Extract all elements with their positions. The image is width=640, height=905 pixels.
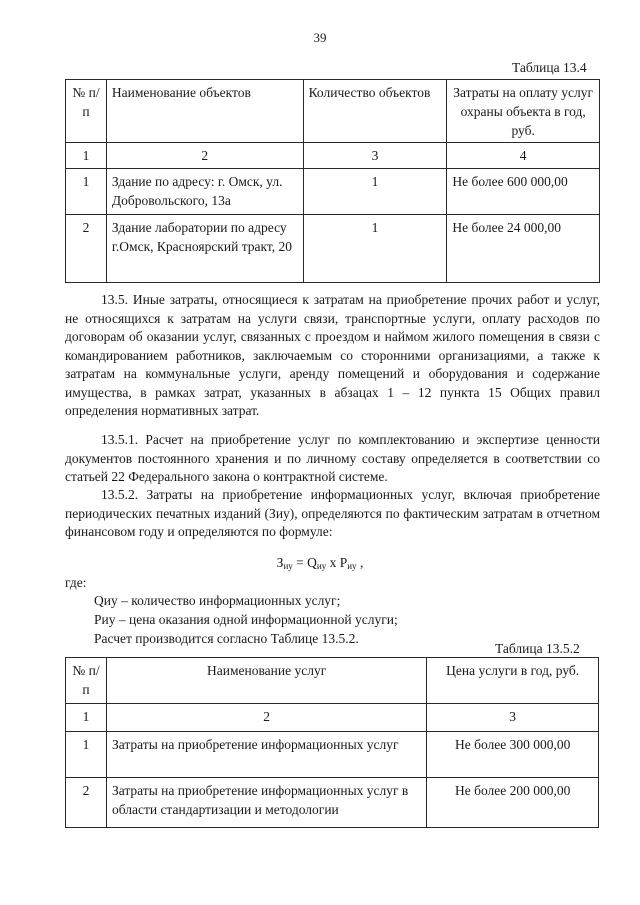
header-cell: № п/п — [66, 80, 107, 143]
object-name: Здание по адресу: г. Омск, ул. Добровольского, 13а — [106, 169, 303, 215]
table-row — [66, 215, 600, 283]
calculation-note: Расчет производится согласно Таблице 13.5.2. — [94, 631, 359, 646]
index-row — [66, 143, 600, 169]
table-13-5-2-caption: Таблица 13.5.2 — [495, 641, 580, 656]
where-label: где: — [65, 575, 87, 590]
row-number: 2 — [66, 215, 107, 283]
table-13-5-2 — [65, 657, 599, 828]
service-price: Не более 200 000,00 — [427, 778, 599, 828]
index-row — [66, 704, 599, 732]
index-cell: 3 — [303, 143, 447, 169]
service-price: Не более 300 000,00 — [427, 732, 599, 778]
service-name: Затраты на приобретение информационных услуг в области стандартизации и методологии — [106, 778, 426, 828]
index-cell: 3 — [427, 704, 599, 732]
index-cell: 4 — [447, 143, 600, 169]
definition-q: Qиу – количество информационных услуг; — [94, 593, 341, 608]
row-number: 2 — [66, 778, 107, 828]
page-number: 39 — [313, 30, 327, 45]
definition-p: Pиу – цена оказания одной информационной услуги; — [94, 612, 398, 627]
header-cell: Наименование услуг — [106, 658, 426, 704]
index-cell: 2 — [106, 143, 303, 169]
header-cell: Цена услуги в год, руб. — [427, 658, 599, 704]
row-number: 1 — [66, 732, 107, 778]
paragraph-13-5: 13.5. Иные затраты, относящиеся к затратам на приобретение прочих работ и услуг, не относящихся к затратам на услуги связи, транспортные услуги, оплату расходов по договорам об оказании услуг, связанных с проездом и наймом жилого помещения в связи с командированием работников, заключаемым со сторонними организациями, а также к затратам на коммунальные услуги, аренду помещений и оборудования и содержание имущества, в рамках затрат, указанных в абзацах 1 – 12 пункта 15 Общих правил определения нормативных затрат. — [65, 292, 600, 418]
object-name: Здание лаборатории по адресу г.Омск, Красноярский тракт, 20 — [106, 215, 303, 283]
table-13-4-caption: Таблица 13.4 — [512, 60, 587, 75]
formula: $З_{иу} = Q_{иу}$ x $P_{иу}$ , — [276, 555, 364, 571]
index-cell: 1 — [66, 704, 107, 732]
object-cost: Не более 600 000,00 — [447, 169, 600, 215]
object-count: 1 — [303, 215, 447, 283]
table-header-row — [66, 80, 600, 143]
table-header-row — [66, 658, 599, 704]
index-cell: 2 — [106, 704, 426, 732]
header-cell: Затраты на оплату услуг охраны объекта в год, руб. — [447, 80, 600, 143]
paragraph-13-5-1: 13.5.1. Расчет на приобретение услуг по комплектованию и экспертизе ценности документов постоянного хранения и по личному составу определяется в соответствии со статьей 22 Федерального закона о контрактной системе. — [65, 432, 600, 484]
object-count: 1 — [303, 169, 447, 215]
index-cell: 1 — [66, 143, 107, 169]
table-row — [66, 169, 600, 215]
service-name: Затраты на приобретение информационных услуг — [106, 732, 426, 778]
table-13-4 — [65, 79, 600, 283]
header-cell: Наименование объектов — [106, 80, 303, 143]
paragraph-13-5-2-text: 13.5.2. Затраты на приобретение информационных услуг, включая приобретение периодических печатных изданий (Зиу), определяются по фактическим затратам в отчетном финансовом году и определяются по формуле: — [65, 487, 600, 539]
row-number: 1 — [66, 169, 107, 215]
object-cost: Не более 24 000,00 — [447, 215, 600, 283]
header-cell: Количество объектов — [303, 80, 447, 143]
header-cell: № п/п — [66, 658, 107, 704]
table-row — [66, 732, 599, 778]
paragraph-13-5-2 — [65, 486, 600, 542]
table-row — [66, 778, 599, 828]
